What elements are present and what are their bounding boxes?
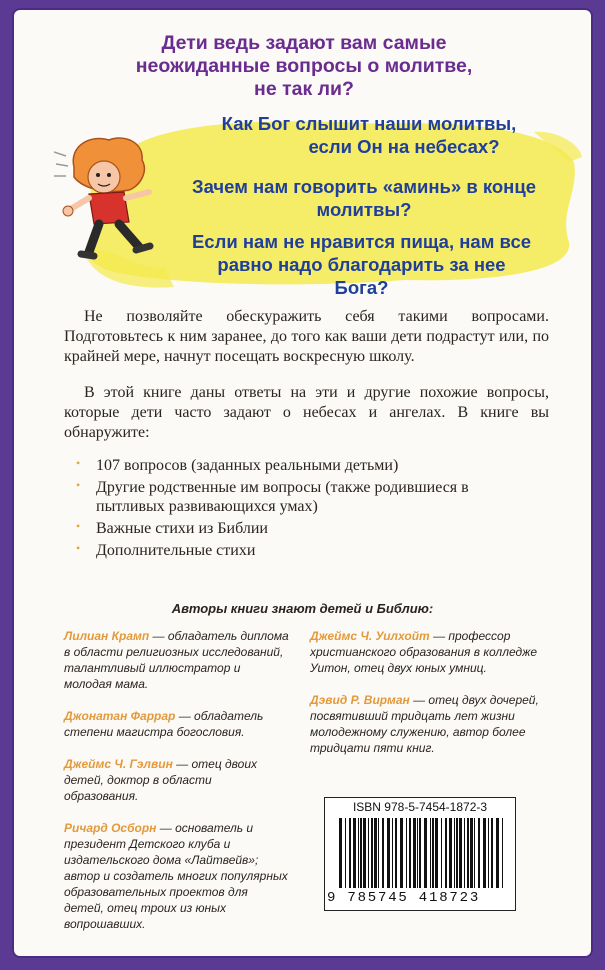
headline-line: Дети ведь задают вам самые (161, 32, 447, 54)
headline (54, 32, 554, 101)
bullet-icon: • (76, 456, 81, 470)
bullet-icon: • (76, 478, 81, 492)
back-cover (14, 10, 591, 956)
list-item (76, 478, 536, 516)
barcode-bar (470, 818, 473, 888)
barcode-bar (395, 818, 397, 888)
barcode-bar (371, 818, 373, 888)
list-item (76, 456, 536, 475)
barcode-bar (353, 818, 356, 888)
barcode-bar (392, 818, 393, 888)
barcode-bar (496, 818, 499, 888)
isbn-number: ISBN 978-5-7454-1872-3 (352, 800, 488, 814)
barcode-bar (413, 818, 416, 888)
barcode-bar (382, 818, 384, 888)
feature-list (76, 456, 536, 563)
author-name: Ричард Осборн (64, 821, 157, 835)
author-name: Джеймс Ч. Уилхойт (310, 629, 430, 643)
barcode-bar (368, 818, 369, 888)
barcode-bar (378, 818, 379, 888)
list-item-text: Дополнительные стихи (96, 542, 256, 559)
barcode-bar (430, 818, 431, 888)
barcode-bar (441, 818, 442, 888)
barcode-bar (478, 818, 480, 888)
list-item (76, 519, 536, 538)
author-description: — обладатель степени магистра богословия. (64, 709, 264, 739)
question-1 (159, 112, 579, 158)
barcode-bar (454, 818, 455, 888)
question-line: молитвы? (316, 199, 412, 220)
barcode-bar (358, 818, 359, 888)
barcode-bar (424, 818, 427, 888)
author-description: — основатель и президент Детского клуба и издательского дома «Лайтвейв»; автор и создатель многих популярных образовательных проектов для детей, отец троих из юных вопрошавших. (64, 821, 288, 931)
author-description: — обладатель диплома в области религиозных исследований, талантливый иллюстратор и молодая мама. (64, 629, 289, 691)
author-name: Джеймс Ч. Гэлвин (64, 757, 173, 771)
bullet-icon: • (76, 541, 81, 555)
question-line: равно надо благодарить за нее (217, 254, 506, 275)
barcode-bar (349, 818, 351, 888)
barcode-bar (360, 818, 362, 888)
barcode-bar (435, 818, 438, 888)
barcode-bar (464, 818, 465, 888)
barcode-bar (374, 818, 377, 888)
question-3 (139, 230, 584, 299)
author-bio (64, 708, 289, 740)
headline-line: неожиданные вопросы о молитве, (135, 55, 473, 77)
author-bio (310, 628, 565, 676)
barcode-bar (339, 818, 342, 888)
paragraph-book-content: В этой книге даны ответы на эти и другие похожие вопросы, которые дети часто задают о небесах и ангелах. В книге вы обнаружите: (64, 384, 549, 441)
author-name: Дэвид Р. Вирман (310, 693, 410, 707)
question-line: если Он на небесах? (308, 136, 500, 157)
list-item-text: 107 вопросов (заданных реальными детьми) (96, 457, 399, 474)
barcode-bar (406, 818, 407, 888)
author-name: Джонатан Фаррар (64, 709, 176, 723)
list-item-text: Важные стихи из Библии (96, 520, 268, 537)
author-bio (64, 756, 289, 804)
barcode-bar (363, 818, 366, 888)
author-bio (64, 820, 289, 932)
barcode-bar (467, 818, 469, 888)
barcode-bar (449, 818, 452, 888)
paragraph-intro: Не позволяйте обескуражить себя такими вопросами. Подготовьтесь к ним заранее, до того как ваши дети подрастут или, по крайней мере, начнут посещать воскресную школу. (64, 308, 549, 365)
barcode-bar (345, 818, 346, 888)
question-2 (144, 175, 584, 221)
author-name: Лилиан Крамп (64, 629, 150, 643)
question-line: Как Бог слышит наши молитвы, (221, 113, 517, 134)
list-item (76, 541, 536, 560)
barcode-bar (432, 818, 434, 888)
author-description: — отец двоих детей, доктор в области образования. (64, 757, 258, 803)
barcode-bar (387, 818, 390, 888)
barcode-bar (483, 818, 486, 888)
barcode-bar (409, 818, 411, 888)
headline-line: не так ли? (254, 78, 354, 100)
question-line: Бога? (334, 277, 389, 298)
author-description: — отец двух дочерей, посвятивший тридцать лет жизни молодежному служению, автор более тридцати пяти книг. (310, 693, 539, 755)
authors-heading: Авторы книги знают детей и Библию: (171, 601, 434, 616)
question-line: Зачем нам говорить «аминь» в конце (191, 176, 537, 197)
author-bio (310, 692, 565, 756)
ean-number: 9 785745 418723 (327, 890, 481, 906)
barcode-bar (417, 818, 418, 888)
barcode-bar (491, 818, 493, 888)
bullet-icon: • (76, 519, 81, 533)
barcode-bar (419, 818, 421, 888)
isbn-barcode (324, 797, 516, 911)
barcode-bar (400, 818, 403, 888)
barcode-bar (456, 818, 458, 888)
barcode-bar (445, 818, 447, 888)
barcode-bar (474, 818, 475, 888)
barcode-bar (488, 818, 489, 888)
list-item-text: Другие родственные им вопросы (также родившиеся в пытливых развивающихся умах) (96, 479, 469, 515)
author-bio (64, 628, 289, 692)
barcode-bar (502, 818, 503, 888)
question-line: Если нам не нравится пища, нам все (191, 231, 532, 252)
author-description: — профессор христианского образования в колледже Уитон, отец двух юных умниц. (310, 629, 538, 675)
barcode-bar (459, 818, 462, 888)
